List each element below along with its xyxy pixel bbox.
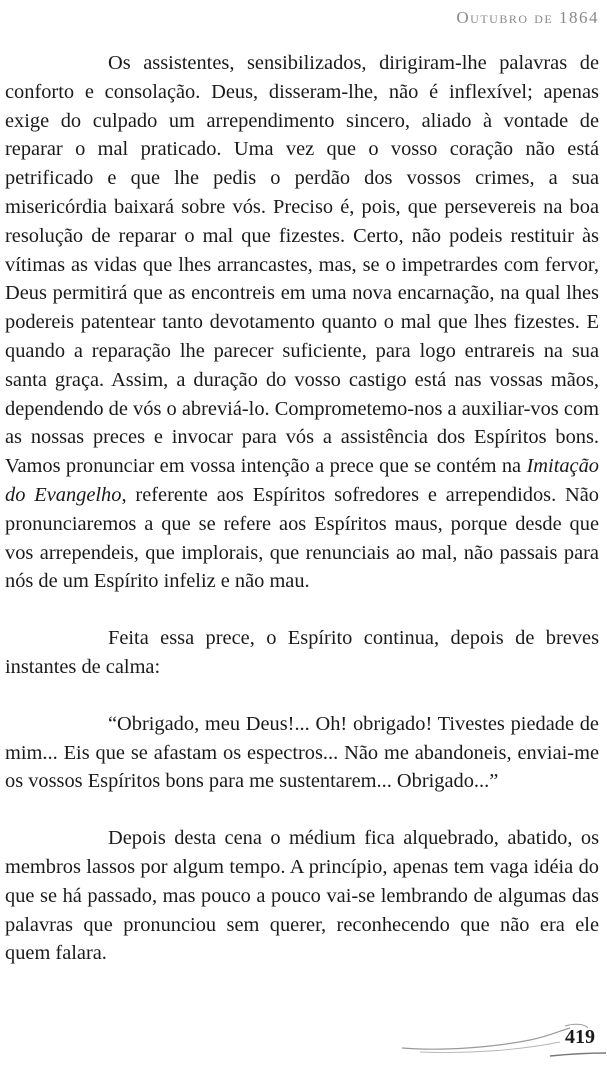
paragraph-1-text-continued: , referente aos Espíritos sofredores e arrependidos. Não pronunciaremos a que se refere aos Espíritos maus, porque desde que vos arrependeis, que implorais, que renunciais ao mal, não passais para nós de um Espírito infeliz e não mau. — [5, 483, 599, 593]
paragraph-1-text: Os assistentes, sensibilizados, dirigiram-lhe palavras de conforto e consolação. Deus, disseram-lhe, não é inflexível; apenas exige do culpado um arrependimento sincero, aliado à vontade de reparar o mal praticado. Uma vez que o vosso coração não está petrificado e que lhe pedis o perdão dos vossos crimes, a sua misericórdia baixará sobre vós. Preciso é, pois, que persevereis na boa resolução de reparar o mal que fizestes. Certo, não podeis restituir às vítimas as vidas que lhes arrancastes, mas, se o impetrardes com fervor, Deus permitirá que as encontreis em uma nova encarnação, na qual lhes podereis patentear tanto devotamento quanto o mal que lhes fizestes. E quando a reparação lhe parecer suficiente, para logo entrareis na sua santa graça. Assim, a duração do vosso castigo está nas vossas mãos, dependendo de vós o abreviá-lo. Comprometemo-nos a auxiliar-vos com as nossas preces e invocar para vós a assistência dos Espíritos bons. Vamos pronunciar em vossa intenção a prece que se contém na — [5, 52, 599, 478]
paragraph-assistants-consolation — [5, 49, 599, 596]
book-title-italic: Imitação do Evangelho — [5, 455, 599, 506]
body-text — [5, 49, 599, 968]
page-number: 419 — [565, 1026, 595, 1048]
running-header: Outubro de 1864 — [456, 8, 599, 27]
paragraph-medium-after-scene: Depois desta cena o médium fica alquebrado, abatido, os membros lassos por algum tempo. A princípio, apenas tem vaga idéia do que se há passado, mas pouco a pouco vai-se lembrando de algumas das palavras que pronunciou sem querer, reconhecendo que não era ele quem falara. — [5, 827, 599, 965]
paragraph-spirit-thanks-quote: “Obrigado, meu Deus!... Oh! obrigado! Tivestes piedade de mim... Eis que se afastam os espectros... Não me abandoneis, enviai-me os vossos Espíritos bons para me sustentarem... Obrigado...” — [5, 712, 599, 793]
paragraph-prayer-said: Feita essa prece, o Espírito continua, depois de breves instantes de calma: — [5, 627, 599, 678]
